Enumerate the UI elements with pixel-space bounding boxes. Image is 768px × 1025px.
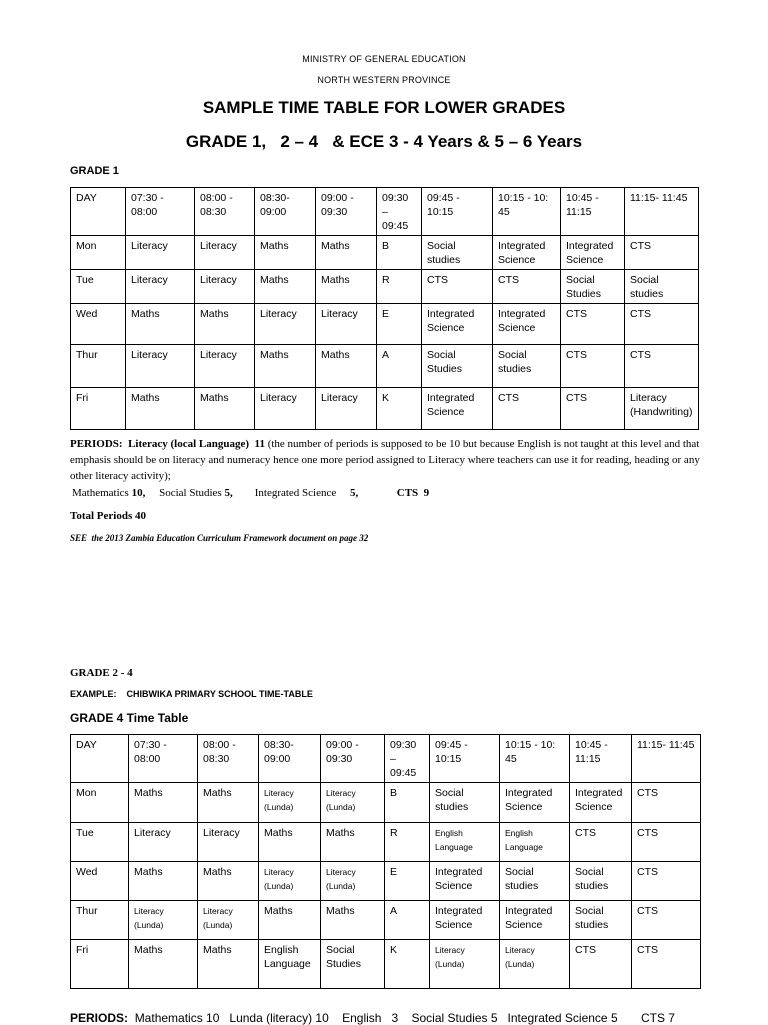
table-cell: CTS: [625, 345, 699, 388]
table-row: [71, 388, 699, 430]
table-row: [71, 304, 699, 345]
table-cell: 10:15 - 10: 45: [500, 735, 570, 783]
table-cell: Maths: [198, 862, 259, 901]
day-cell: Fri: [71, 940, 129, 989]
table-row: [71, 862, 701, 901]
day-cell: Mon: [71, 783, 129, 823]
document-title: SAMPLE TIME TABLE FOR LOWER GRADES: [202, 98, 566, 117]
table-row: [71, 783, 701, 823]
table-cell: 09:45 - 10:15: [430, 735, 500, 783]
periods-label: PERIODS:: [70, 438, 123, 450]
table-cell: Literacy: [126, 270, 195, 304]
table-cell: B: [377, 236, 422, 270]
mathematics-label: Mathematics: [72, 487, 129, 499]
table-cell: B: [385, 783, 430, 823]
table-cell: K: [385, 940, 430, 989]
table-cell: Literacy (Lunda): [321, 783, 385, 823]
table-cell: English Language: [500, 823, 570, 862]
table-cell: CTS: [570, 940, 632, 989]
table-cell: Social Studies: [422, 345, 493, 388]
grade1-label: GRADE 1: [70, 165, 119, 177]
table-cell: Maths: [255, 345, 316, 388]
grade4-periods-line: Mathematics 10 Lunda (literacy) 10 English 3 Social Studies 5 Integrated Science 5 CTS 7: [134, 1011, 675, 1025]
document-subtitle: GRADE 1, 2 – 4 & ECE 3 - 4 Years & 5 – 6 Years: [185, 132, 583, 151]
table-cell: Integrated Science: [422, 388, 493, 430]
table-cell: Maths: [198, 783, 259, 823]
social-studies-count: 5,: [224, 487, 233, 499]
table-cell: A: [377, 345, 422, 388]
table-cell: Social studies: [500, 862, 570, 901]
day-cell: DAY: [71, 188, 126, 236]
table-cell: E: [377, 304, 422, 345]
table-cell: Maths: [255, 270, 316, 304]
table-cell: Maths: [198, 940, 259, 989]
table-row: [71, 345, 699, 388]
day-cell: Wed: [71, 304, 126, 345]
table-cell: Literacy: [195, 345, 255, 388]
cts-label: CTS: [396, 487, 419, 499]
table-cell: Maths: [129, 862, 198, 901]
table-cell: CTS: [625, 304, 699, 345]
integrated-science-count: 5,: [350, 487, 359, 499]
table-cell: Literacy (Lunda): [198, 901, 259, 940]
day-cell: Tue: [71, 270, 126, 304]
table-cell: CTS: [632, 783, 701, 823]
table-cell: Maths: [316, 345, 377, 388]
table-cell: Maths: [195, 304, 255, 345]
table-cell: CTS: [632, 862, 701, 901]
table-cell: K: [377, 388, 422, 430]
table-cell: Literacy: [316, 388, 377, 430]
table-cell: 07:30 - 08:00: [126, 188, 195, 236]
grade4-timetable: [70, 734, 701, 989]
grade4-table-title: GRADE 4 Time Table: [70, 711, 189, 725]
table-cell: Integrated Science: [422, 304, 493, 345]
table-cell: A: [385, 901, 430, 940]
table-cell: R: [377, 270, 422, 304]
table-cell: Maths: [259, 901, 321, 940]
literacy-count: 11: [254, 438, 265, 450]
table-cell: Maths: [259, 823, 321, 862]
table-cell: Maths: [316, 236, 377, 270]
table-cell: Literacy: [198, 823, 259, 862]
table-cell: Literacy (Lunda): [321, 862, 385, 901]
grade4-periods: [70, 1011, 675, 1025]
table-cell: Social studies: [625, 270, 699, 304]
table-cell: Social Studies: [561, 270, 625, 304]
day-cell: DAY: [71, 735, 129, 783]
table-cell: Literacy: [129, 823, 198, 862]
table-cell: 09:00 - 09:30: [316, 188, 377, 236]
table-cell: Maths: [126, 304, 195, 345]
day-cell: Tue: [71, 823, 129, 862]
table-cell: 11:15- 11:45: [625, 188, 699, 236]
table-cell: 09:30 – 09:45: [385, 735, 430, 783]
literacy-label: Literacy (local Language): [128, 438, 250, 450]
table-cell: Social Studies: [321, 940, 385, 989]
table-cell: 10:45 - 11:15: [561, 188, 625, 236]
table-cell: Literacy (Handwriting): [625, 388, 699, 430]
table-cell: CTS: [422, 270, 493, 304]
grade1-subject-counts: [72, 487, 429, 499]
table-cell: CTS: [561, 388, 625, 430]
table-cell: 08:30- 09:00: [255, 188, 316, 236]
day-cell: Thur: [71, 901, 129, 940]
table-cell: Integrated Science: [500, 783, 570, 823]
table-row: [71, 823, 701, 862]
total-periods: Total Periods 40: [70, 510, 146, 522]
mathematics-count: 10,: [131, 487, 146, 499]
table-cell: 11:15- 11:45: [632, 735, 701, 783]
table-cell: Integrated Science: [430, 862, 500, 901]
table-cell: 08:00 - 08:30: [198, 735, 259, 783]
table-cell: CTS: [625, 236, 699, 270]
table-cell: Literacy: [126, 345, 195, 388]
table-cell: CTS: [493, 270, 561, 304]
table-cell: CTS: [632, 940, 701, 989]
table-cell: Maths: [129, 940, 198, 989]
integrated-science-label: Integrated Science: [254, 487, 337, 499]
table-cell: Literacy (Lunda): [259, 783, 321, 823]
table-cell: Integrated Science: [570, 783, 632, 823]
table-cell: Integrated Science: [493, 236, 561, 270]
table-cell: CTS: [561, 304, 625, 345]
table-row: [71, 901, 701, 940]
table-cell: Maths: [195, 388, 255, 430]
social-studies-label: Social Studies: [159, 487, 222, 499]
table-cell: Integrated Science: [493, 304, 561, 345]
day-cell: Fri: [71, 388, 126, 430]
grade1-timetable: [70, 187, 699, 430]
table-cell: E: [385, 862, 430, 901]
table-cell: Integrated Science: [430, 901, 500, 940]
table-cell: Literacy: [255, 388, 316, 430]
day-cell: Mon: [71, 236, 126, 270]
day-cell: Wed: [71, 862, 129, 901]
table-cell: Literacy (Lunda): [500, 940, 570, 989]
table-cell: R: [385, 823, 430, 862]
table-cell: 09:30 – 09:45: [377, 188, 422, 236]
table-cell: Maths: [321, 901, 385, 940]
table-cell: Maths: [129, 783, 198, 823]
header-row: [71, 735, 701, 783]
table-cell: Literacy: [195, 270, 255, 304]
table-cell: Integrated Science: [561, 236, 625, 270]
table-cell: English Language: [259, 940, 321, 989]
ministry-heading: MINISTRY OF GENERAL EDUCATION: [302, 54, 466, 64]
grade4-periods-label: PERIODS:: [70, 1011, 129, 1025]
table-cell: English Language: [430, 823, 500, 862]
table-cell: CTS: [632, 901, 701, 940]
grade24-label: GRADE 2 - 4: [70, 667, 133, 679]
table-row: [71, 236, 699, 270]
table-cell: Literacy: [255, 304, 316, 345]
table-cell: 08:30- 09:00: [259, 735, 321, 783]
table-cell: CTS: [561, 345, 625, 388]
table-cell: Maths: [126, 388, 195, 430]
header-row: [71, 188, 699, 236]
table-cell: Literacy: [195, 236, 255, 270]
table-cell: Maths: [255, 236, 316, 270]
table-cell: Social studies: [430, 783, 500, 823]
table-cell: 09:45 - 10:15: [422, 188, 493, 236]
table-cell: 10:15 - 10: 45: [493, 188, 561, 236]
table-cell: Maths: [321, 823, 385, 862]
table-row: [71, 940, 701, 989]
table-cell: Literacy (Lunda): [259, 862, 321, 901]
table-cell: Social studies: [570, 901, 632, 940]
table-cell: CTS: [493, 388, 561, 430]
table-cell: Literacy (Lunda): [430, 940, 500, 989]
grade1-periods-note: [70, 436, 700, 484]
province-heading: NORTH WESTERN PROVINCE: [317, 75, 451, 85]
day-cell: Thur: [71, 345, 126, 388]
cts-count: 9: [423, 487, 430, 499]
table-row: [71, 270, 699, 304]
table-cell: Social studies: [570, 862, 632, 901]
table-cell: Social studies: [422, 236, 493, 270]
table-cell: Literacy: [126, 236, 195, 270]
framework-reference: SEE the 2013 Zambia Education Curriculum Framework document on page 32: [70, 533, 369, 543]
table-cell: 09:00 - 09:30: [321, 735, 385, 783]
table-cell: CTS: [570, 823, 632, 862]
table-cell: 08:00 - 08:30: [195, 188, 255, 236]
table-cell: 10:45 - 11:15: [570, 735, 632, 783]
table-cell: Maths: [316, 270, 377, 304]
table-cell: Social studies: [493, 345, 561, 388]
periods-explanation: (the number of periods is supposed to be 10 but because English is not taught at this level and that emphasis should be on literacy and numeracy hence one more period assigned to Literacy where teachers can use it for reading, heading or any other literacy activity);: [70, 438, 700, 482]
table-cell: CTS: [632, 823, 701, 862]
table-cell: Literacy (Lunda): [129, 901, 198, 940]
example-school: EXAMPLE: CHIBWIKA PRIMARY SCHOOL TIME-TABLE: [70, 689, 313, 699]
table-cell: 07:30 - 08:00: [129, 735, 198, 783]
table-cell: Literacy: [316, 304, 377, 345]
table-cell: Integrated Science: [500, 901, 570, 940]
